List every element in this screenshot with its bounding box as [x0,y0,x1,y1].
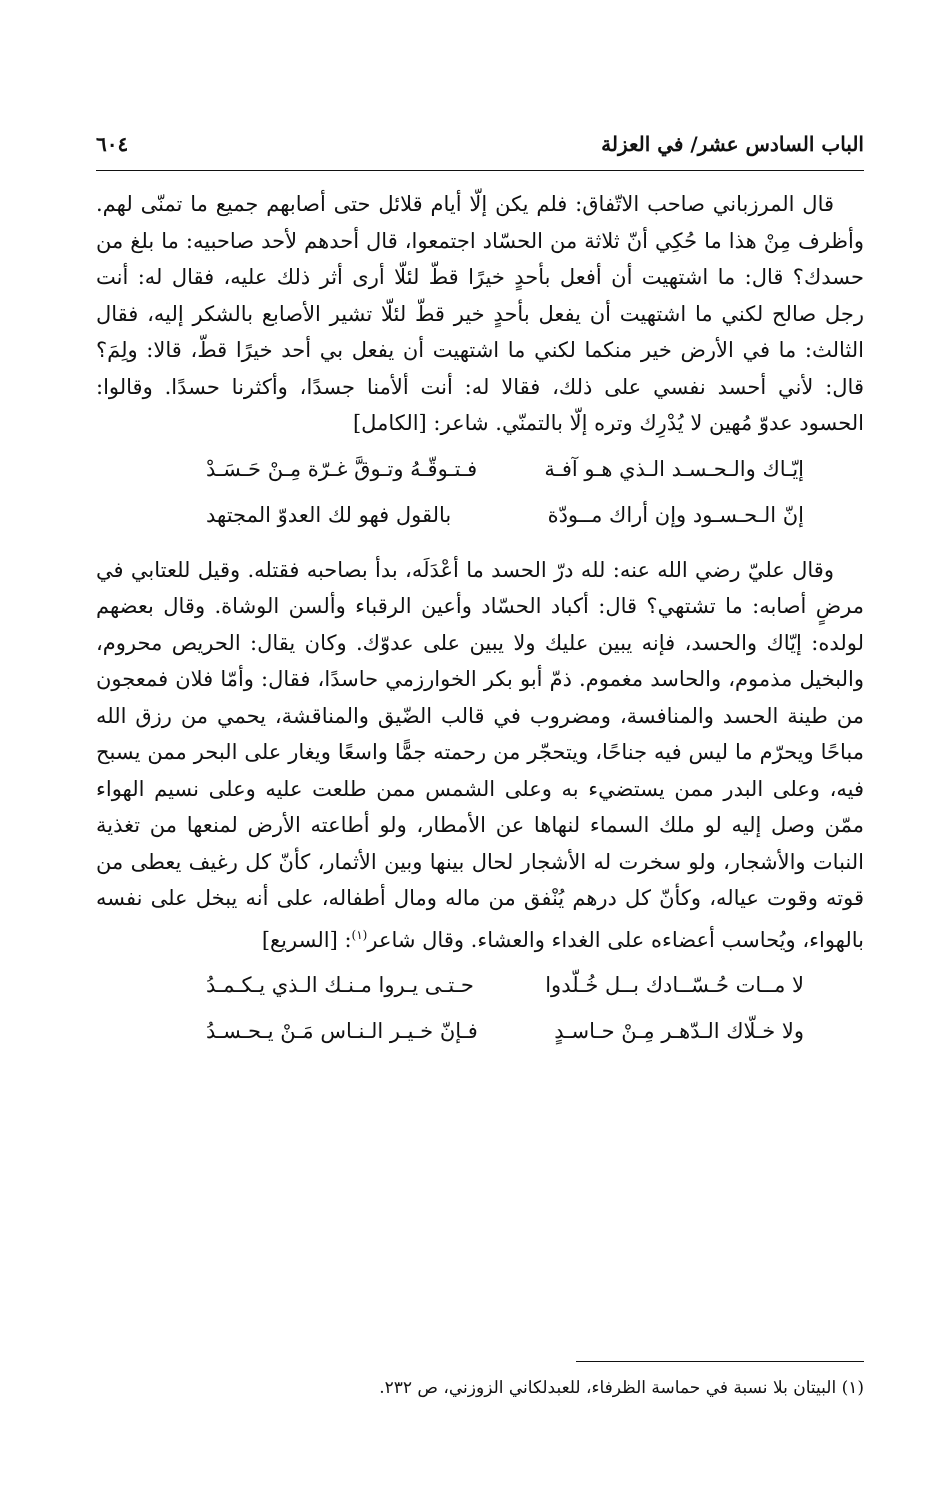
verse-line [206,962,804,1008]
footnote: (١) البيتان بلا نسبة في حماسة الظرفاء، للعبدلكاني الزوزني، ص ٢٣٢. [379,1378,864,1398]
verse-block-2 [96,962,864,1054]
poet-label: شاعر [367,927,416,952]
verse-hemistich-left: فـتـوقّـهُ وتـوقَّ غـرّة مِـنْ حَـسَـدْ [206,456,478,481]
spacer [96,538,864,552]
footnote-rule [576,1361,864,1362]
verse-line [206,492,804,538]
verse-hemistich-left: فـإنّ خـيـر الـنـاس مَـنْ يـحـسـدُ [206,1019,478,1043]
verse-hemistich-left: بالقول فهو لك العدوّ المجتهد [206,502,452,527]
verse-hemistich-left: حـتـى يـروا مـنـك الـذي يـكـمـدُ [206,973,474,997]
verse-hemistich-right: إنّ الـحـسـود وإن أراك مــودّة [547,502,804,527]
paragraph-2 [96,552,864,959]
verse-hemistich-right: إيّـاك والـحـسـد الـذي هـو آفـة [544,456,804,481]
main-text [96,186,864,1054]
header-rule [96,170,864,171]
chapter-title: الباب السادس عشر/ في العزلة [601,132,864,156]
page-number: ٦٠٤ [96,132,129,156]
running-header [96,128,864,168]
verse-line [206,1008,804,1054]
footnote-marker: (١) [351,927,368,942]
verse-line [206,446,804,492]
verse-hemistich-right: ولا خـلّاك الـدّهـر مِـنْ حـاسـدٍ [554,1019,804,1043]
verse-hemistich-right: لا مــات حُـسّــادك بــل خُـلّدوا [545,973,804,997]
paragraph-2-text: وقال عليّ رضي الله عنه: لله درّ الحسد ما أعْدَلَه، بدأ بصاحبه فقتله. وقيل للعتابي في مرضٍ أصابه: ما تشتهي؟ قال: أكباد الحسّاد وأعين الرقباء وألسن الوشاة. وقال بعضهم لولده: إيّاك والحسد، فإنه يبين عليك ولا يبين على عدوّك. وكان يقال: الحريص محروم، والبخيل مذموم، والحاسد مغموم. ذمّ أبو بكر الخوارزمي حاسدًا، فقال: وأمّا فلان فمعجون من طينة الحسد والمنافسة، ومضروب في قالب الضّيق والمناقشة، يحمي من رزق الله مباحًا ويحرّم ما ليس فيه جناحًا، ويتحجّر من رحمته جمًّا واسعًا ويغار على البحر ممن يسبح فيه، وعلى البدر ممن يستضيء به وعلى الشمس ممن طلعت عليه وعلى نسيم الهواء ممّن وصل إليه لو ملك السماء لنهاها عن الأمطار، ولو أطاعته الأرض لمنعها من تغذية النبات والأشجار، ولو سخرت له الأشجار لحال بينها وبين الأثمار، كأنّ كل رغيف يعطى من قوته وقوت عياله، وكأنّ كل درهم يُنْفق من ماله ومال أطفاله، على أنه يبخل على نفسه بالهواء، ويُحاسب أعضاءه على الغداء والعشاء. وقال [96,557,864,952]
verse-block-1 [96,446,864,538]
paragraph-1: قال المرزباني صاحب الاتّفاق: فلم يكن إلّا أيام قلائل حتى أصابهم جميع ما تمنّى لهم. وأظرف مِنْ هذا ما حُكِي أنّ ثلاثة من الحسّاد اجتمعوا، قال أحدهم لأحد صاحبيه: ما بلغ من حسدك؟ قال: ما اشتهيت أن أفعل بأحدٍ خيرًا قطّ لئلّا أرى أثر ذلك عليه، فقال له: أنت رجل صالح لكني ما اشتهيت أن يفعل بأحدٍ خير قطّ لئلّا تشير الأصابع بالشكر إليه، فقال الثالث: ما في الأرض خير منكما لكني ما اشتهيت أن يفعل بي أحد خيرًا قطّ، قالا: ولِمَ؟ قال: لأني أحسد نفسي على ذلك، فقالا له: أنت ألأمنا جسدًا، وأكثرنا حسدًا. وقالوا: الحسود عدوّ مُهين لا يُدْرِك وتره إلّا بالتمنّي. شاعر: [الكامل] [96,192,864,435]
book-page [96,128,864,1408]
meter-label: : [السريع] [261,927,352,952]
